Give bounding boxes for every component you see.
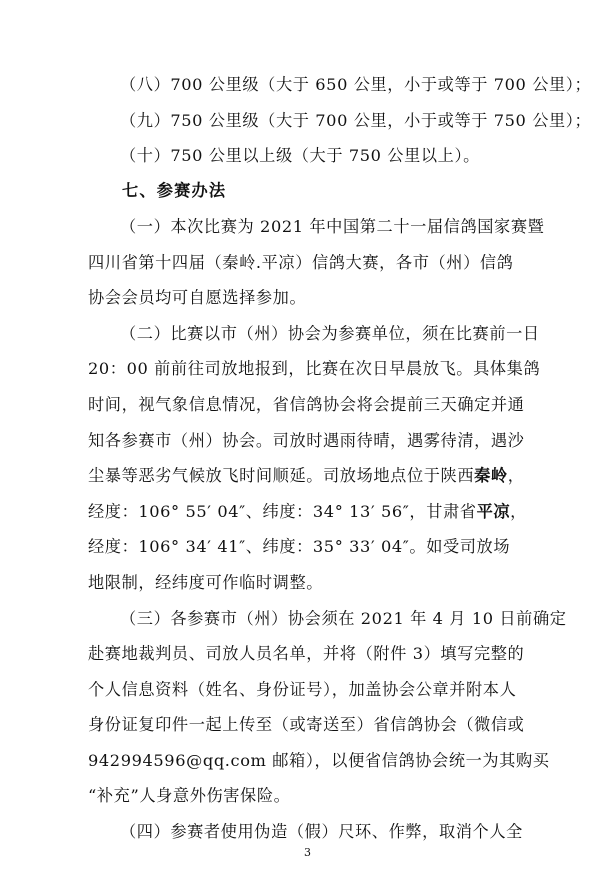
paragraph-2-line-3: 时间，视气象信息情况，省信鸽协会将会提前三天确定并通 [88,395,525,414]
paragraph-3-line-4: 身份证复印件一起上传至（或寄送至）省信鸽协会（微信或 [88,715,525,734]
paragraph-2-line-6-end: ， [510,502,527,521]
paragraph-2-line-4: 知各参赛市（州）协会。司放时遇雨待晴，遇雾待清，遇沙 [88,431,525,450]
paragraph-2-line-5 [88,466,525,486]
paragraph-1-line-3: 协会会员均可自愿选择参加。 [88,288,307,307]
paragraph-2-line-8: 地限制，经纬度可作临时调整。 [88,573,324,592]
paragraph-3-line-2: 赴赛地裁判员、司放人员名单，并将（附件 3）填写完整的 [88,644,525,663]
paragraph-2-line-6 [88,502,527,522]
distance-item-eight: （八）700 公里级（大于 650 公里，小于或等于 700 公里）； [120,75,592,94]
place-pingliang: 平凉 [476,502,511,521]
paragraph-2-line-6-text: 经度：106° 55′ 04″、纬度：34° 13′ 56″，甘肃省 [88,502,477,521]
section-heading: 七、参赛办法 [122,181,227,200]
paragraph-2-line-1: （二）比赛以市（州）协会为参赛单位，须在比赛前一日 [120,324,540,343]
paragraph-4-line-1: （四）参赛者使用伪造（假）尺环、作弊，取消个人全 [120,822,523,841]
place-qinling: 秦岭 [474,466,508,485]
paragraph-3-line-6: “补充”人身意外伤害保险。 [88,786,291,805]
paragraph-2-line-5-text: 尘暴等恶劣气候放飞时间顺延。司放场地点位于陕西 [88,466,475,485]
paragraph-3-line-1: （三）各参赛市（州）协会须在 2021 年 4 月 10 日前确定 [120,609,567,628]
paragraph-1-line-2: 四川省第十四届（秦岭.平凉）信鸽大赛，各市（州）信鸽 [88,253,514,272]
paragraph-2-line-7: 经度：106° 34′ 41″、纬度：35° 33′ 04″。如受司放场 [88,537,511,556]
paragraph-1-line-1: （一）本次比赛为 2021 年中国第二十一届信鸽国家赛暨 [120,217,545,236]
distance-item-nine: （九）750 公里级（大于 700 公里，小于或等于 750 公里）； [120,111,592,130]
distance-item-ten: （十）750 公里以上级（大于 750 公里以上）。 [120,146,480,165]
paragraph-2-line-2: 20：00 前前往司放地报到，比赛在次日早晨放飞。具体集鸽 [88,359,541,378]
paragraph-2-line-5-end: ， [507,466,525,485]
page-number: 3 [304,846,311,859]
paragraph-3-line-3: 个人信息资料（姓名、身份证号），加盖协会公章并附本人 [88,680,517,699]
paragraph-3-line-5: 942994596@qq.com 邮箱），以便省信鸽协会统一为其购买 [88,751,550,770]
